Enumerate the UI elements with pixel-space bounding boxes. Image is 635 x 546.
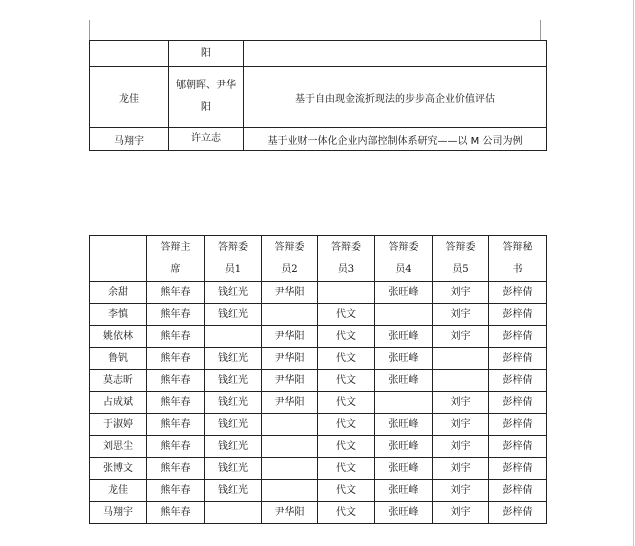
member-cell — [262, 414, 318, 436]
member-cell: 钱红光 — [205, 370, 262, 392]
student-name-cell: 鲁钒 — [90, 348, 147, 370]
header-line: 员5 — [452, 264, 469, 275]
thesis-row — [90, 128, 547, 151]
header-line: 员4 — [395, 264, 412, 275]
member-cell: 代文 — [318, 392, 375, 414]
advisor-line: 阳 — [201, 102, 211, 113]
member-cell: 钱红光 — [205, 458, 262, 480]
header-line: 答辩委 — [218, 242, 248, 253]
student-name-cell: 占成斌 — [90, 392, 147, 414]
member-cell: 张旺峰 — [375, 282, 433, 304]
committee-row — [90, 414, 547, 436]
member-cell — [262, 436, 318, 458]
advisor-line: 阳 — [201, 47, 211, 59]
member-cell — [433, 370, 489, 392]
member-cell: 熊年春 — [147, 458, 205, 480]
member-cell: 熊年春 — [147, 304, 205, 326]
member-cell: 代文 — [318, 480, 375, 502]
thesis-table — [89, 40, 547, 151]
header-line: 员2 — [281, 264, 298, 275]
header-cell — [90, 236, 147, 282]
member-cell: 刘宇 — [433, 282, 489, 304]
member-cell: 刘宇 — [433, 436, 489, 458]
member-cell — [375, 392, 433, 414]
member-cell: 熊年春 — [147, 480, 205, 502]
thesis-title-cell — [244, 41, 547, 67]
member-cell: 代文 — [318, 458, 375, 480]
member-cell: 张旺峰 — [375, 326, 433, 348]
member-cell — [205, 502, 262, 524]
committee-header-row — [90, 236, 547, 282]
member-cell: 彭梓倩 — [489, 436, 547, 458]
member-cell: 彭梓倩 — [489, 414, 547, 436]
member-cell: 钱红光 — [205, 348, 262, 370]
student-name-cell: 龙佳 — [90, 480, 147, 502]
member-cell: 尹华阳 — [262, 326, 318, 348]
page-edge — [633, 0, 634, 546]
committee-row — [90, 348, 547, 370]
advisor-cell — [169, 128, 244, 151]
header-line: 书 — [512, 264, 523, 275]
committee-row — [90, 392, 547, 414]
member-cell: 代文 — [318, 348, 375, 370]
member-cell: 张旺峰 — [375, 502, 433, 524]
member-cell: 刘宇 — [433, 392, 489, 414]
member-cell — [318, 282, 375, 304]
member-cell: 张旺峰 — [375, 348, 433, 370]
member-cell: 尹华阳 — [262, 502, 318, 524]
member-cell: 熊年春 — [147, 392, 205, 414]
header-line: 席 — [170, 264, 181, 275]
header-line: 答辩秘 — [502, 242, 533, 253]
student-name-cell: 于淑婷 — [90, 414, 147, 436]
student-name-cell: 李慎 — [90, 304, 147, 326]
member-cell: 刘宇 — [433, 326, 489, 348]
student-cell — [90, 41, 169, 67]
member-cell: 钱红光 — [205, 414, 262, 436]
member-cell: 钱红光 — [205, 392, 262, 414]
member-cell: 彭梓倩 — [489, 282, 547, 304]
committee-row — [90, 282, 547, 304]
member-cell: 代文 — [318, 326, 375, 348]
member-cell: 代文 — [318, 304, 375, 326]
header-cell — [262, 236, 318, 282]
member-cell: 刘宇 — [433, 458, 489, 480]
member-cell: 彭梓倩 — [489, 502, 547, 524]
member-cell: 尹华阳 — [262, 392, 318, 414]
header-cell — [489, 236, 547, 282]
student-cell: 马翔宇 — [90, 128, 169, 151]
header-line: 答辩委 — [445, 242, 476, 253]
committee-row — [90, 436, 547, 458]
thesis-row — [90, 41, 547, 67]
advisor-line: 许立志 — [191, 133, 221, 144]
member-cell — [262, 304, 318, 326]
member-cell: 刘宇 — [433, 414, 489, 436]
committee-table — [89, 235, 547, 524]
member-cell: 刘宇 — [433, 480, 489, 502]
member-cell: 彭梓倩 — [489, 304, 547, 326]
member-cell: 熊年春 — [147, 502, 205, 524]
student-name-cell: 姚依林 — [90, 326, 147, 348]
member-cell: 代文 — [318, 436, 375, 458]
member-cell: 尹华阳 — [262, 348, 318, 370]
advisor-cell — [169, 67, 244, 128]
member-cell: 代文 — [318, 502, 375, 524]
committee-row — [90, 458, 547, 480]
member-cell: 尹华阳 — [262, 370, 318, 392]
member-cell — [205, 326, 262, 348]
member-cell: 彭梓倩 — [489, 370, 547, 392]
student-name-cell: 马翔宇 — [90, 502, 147, 524]
crop-mark-left — [89, 20, 90, 40]
student-cell: 龙佳 — [90, 67, 169, 128]
member-cell — [433, 348, 489, 370]
member-cell: 钱红光 — [205, 304, 262, 326]
advisor-cell — [169, 41, 244, 67]
member-cell: 彭梓倩 — [489, 326, 547, 348]
member-cell: 代文 — [318, 370, 375, 392]
member-cell: 熊年春 — [147, 370, 205, 392]
header-line: 员1 — [224, 264, 242, 275]
member-cell: 熊年春 — [147, 326, 205, 348]
member-cell: 熊年春 — [147, 348, 205, 370]
header-cell — [375, 236, 433, 282]
header-cell — [318, 236, 375, 282]
header-line: 答辩主 — [160, 242, 191, 253]
member-cell: 彭梓倩 — [489, 392, 547, 414]
thesis-row — [90, 67, 547, 128]
member-cell: 钱红光 — [205, 480, 262, 502]
member-cell: 刘宇 — [433, 304, 489, 326]
member-cell: 熊年春 — [147, 282, 205, 304]
member-cell: 尹华阳 — [262, 282, 318, 304]
member-cell: 张旺峰 — [375, 436, 433, 458]
member-cell: 钱红光 — [205, 282, 262, 304]
member-cell: 张旺峰 — [375, 414, 433, 436]
header-line: 员3 — [337, 264, 355, 275]
student-name-cell: 刘思尘 — [90, 436, 147, 458]
crop-mark-right — [540, 20, 541, 40]
member-cell: 彭梓倩 — [489, 458, 547, 480]
member-cell: 熊年春 — [147, 436, 205, 458]
member-cell: 熊年春 — [147, 414, 205, 436]
header-cell — [433, 236, 489, 282]
member-cell — [262, 458, 318, 480]
thesis-title-cell: 基于业财一体化企业内部控制体系研究——以 M 公司为例 — [244, 128, 547, 151]
committee-row — [90, 480, 547, 502]
member-cell: 刘宇 — [433, 502, 489, 524]
member-cell: 张旺峰 — [375, 370, 433, 392]
member-cell: 彭梓倩 — [489, 480, 547, 502]
member-cell: 张旺峰 — [375, 458, 433, 480]
committee-row — [90, 502, 547, 524]
member-cell: 彭梓倩 — [489, 348, 547, 370]
header-line: 答辩委 — [388, 242, 419, 253]
header-line: 答辩委 — [274, 242, 305, 253]
committee-row — [90, 370, 547, 392]
thesis-title-cell: 基于自由现金流折现法的步步高企业价值评估 — [244, 67, 547, 128]
header-cell — [205, 236, 262, 282]
committee-row — [90, 304, 547, 326]
header-cell — [147, 236, 205, 282]
student-name-cell: 余甜 — [90, 282, 147, 304]
header-line: 答辩委 — [331, 242, 361, 253]
member-cell: 钱红光 — [205, 436, 262, 458]
member-cell — [375, 304, 433, 326]
student-name-cell: 张博文 — [90, 458, 147, 480]
member-cell: 张旺峰 — [375, 480, 433, 502]
committee-row — [90, 326, 547, 348]
member-cell — [262, 480, 318, 502]
student-name-cell: 莫志昕 — [90, 370, 147, 392]
member-cell: 代文 — [318, 414, 375, 436]
advisor-line: 郇朝晖、尹华 — [176, 80, 236, 91]
